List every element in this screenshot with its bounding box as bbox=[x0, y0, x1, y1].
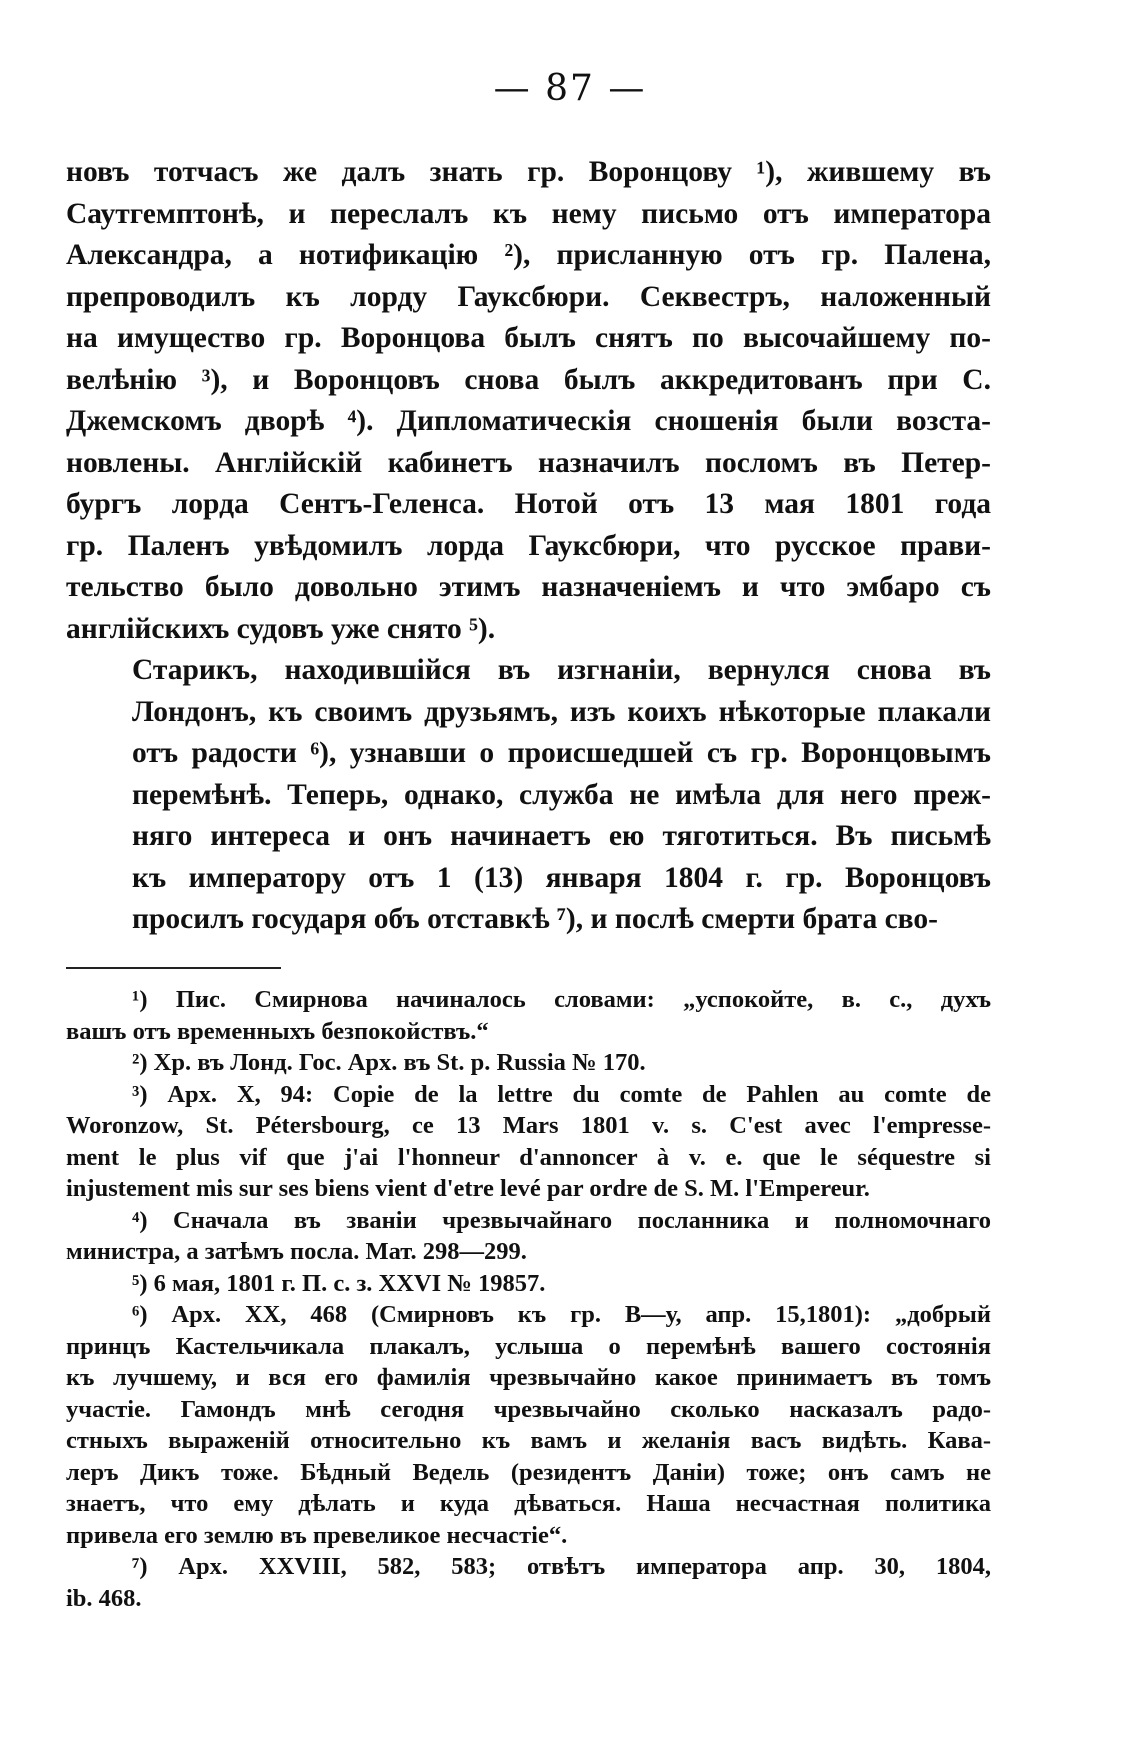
paragraph1-line: новъ тотчасъ же далъ знать гр. Воронцову ¹), жившему въ bbox=[66, 156, 991, 188]
main-text bbox=[66, 152, 991, 941]
footnote-line: ³) Арх. X, 94: Copie de la lettre du comte de Pahlen au comte de bbox=[132, 1080, 991, 1108]
footnote-line: знаетъ, что ему дѣлать и куда дѣваться. Наша несчастная политика bbox=[66, 1490, 991, 1517]
paragraph2-line: перемѣнѣ. Теперь, однако, служба не имѣла для него преж- bbox=[132, 778, 991, 811]
footnote bbox=[66, 1079, 991, 1205]
paragraph2-line: просилъ государя объ отставкѣ ⁷), и послѣ смерти брата сво- bbox=[132, 903, 938, 935]
footnote-line: ment le plus vif que j'ai l'honneur d'annoncer à v. e. que le séquestre si bbox=[66, 1143, 991, 1171]
footnote-line: ⁵) 6 мая, 1801 г. П. с. з. XXVI № 19857. bbox=[132, 1269, 546, 1297]
paragraph2-line: отъ радости ⁶), узнавши о происшедшей съ гр. Воронцовымъ bbox=[132, 737, 991, 769]
footnote bbox=[66, 1047, 991, 1079]
footnote bbox=[66, 1268, 991, 1300]
paragraph1-line: препроводилъ къ лорду Гауксбюри. Секвестръ, наложенный bbox=[66, 280, 991, 313]
paragraph1-line: гр. Паленъ увѣдомилъ лорда Гауксбюри, что русское прави- bbox=[66, 529, 991, 562]
footnote bbox=[66, 1551, 991, 1614]
footnote bbox=[66, 1299, 991, 1551]
footnote-line: ⁶) Арх. XX, 468 (Смирновъ къ гр. В—у, апр. 15,1801): „добрый bbox=[132, 1301, 991, 1328]
paragraph1-line: Саутгемптонѣ, и переслалъ къ нему письмо отъ императора bbox=[66, 197, 991, 230]
footnote-line: ⁷) Арх. XXVIII, 582, 583; отвѣтъ императора апр. 30, 1804, bbox=[132, 1553, 991, 1580]
paragraph2-line: Лондонъ, къ своимъ друзьямъ, изъ коихъ нѣкоторые плакали bbox=[132, 695, 991, 728]
footnote bbox=[66, 984, 991, 1047]
footnote-line: ¹) Пис. Смирнова начиналось словами: „успокойте, в. с., духъ bbox=[132, 986, 991, 1013]
footnote-line: леръ Дикъ тоже. Бѣдный Ведель (резидентъ Даніи) тоже; онъ самъ не bbox=[66, 1458, 991, 1486]
footnote-line: стныхъ выраженій относительно къ вамъ и желанія васъ видѣть. Кава- bbox=[66, 1427, 991, 1454]
footnote bbox=[66, 1205, 991, 1268]
footnote-line: вашъ отъ временныхъ безпокойствъ.“ bbox=[66, 1017, 489, 1045]
paragraph1-line: англійскихъ судовъ уже снято ⁵). bbox=[66, 612, 496, 645]
paragraph1-line: на имущество гр. Воронцова былъ снятъ по высочайшему по- bbox=[66, 322, 991, 354]
footnote-line: injustement mis sur ses biens vient d'etre levé par ordre de S. M. l'Empereur. bbox=[66, 1175, 870, 1202]
paragraph1-line: тельство было довольно этимъ назначеніемъ и что эмбарo съ bbox=[66, 571, 991, 603]
paragraph2-line: Старикъ, находившійся въ изгнаніи, вернулся снова въ bbox=[132, 654, 991, 686]
paragraph1-line: бургъ лорда Сентъ-Геленса. Нотой отъ 13 мая 1801 года bbox=[66, 488, 991, 520]
footnote-line: ²) Хр. въ Лонд. Гос. Арх. въ St. p. Russia № 170. bbox=[132, 1049, 646, 1076]
paragraph1-line: Джемскомъ дворѣ ⁴). Дипломатическія сношенія были возста- bbox=[66, 405, 991, 437]
paragraph-2 bbox=[66, 650, 991, 941]
paragraph1-line: новлены. Англійскій кабинетъ назначилъ посломъ въ Петер- bbox=[66, 446, 991, 479]
footnote-line: Woronzow, St. Pétersbourg, ce 13 Mars 1801 v. s. C'est avec l'empresse- bbox=[66, 1112, 991, 1139]
paragraph2-line: няго интереса и онъ начинаетъ ею тяготиться. Въ письмѣ bbox=[132, 820, 991, 852]
paragraph1-line: велѣнію ³), и Воронцовъ снова былъ аккредитованъ при С. bbox=[66, 363, 991, 396]
footnote-rule bbox=[66, 967, 281, 969]
footnote-line: привела его землю въ превеликое несчастіе“. bbox=[66, 1521, 568, 1549]
paragraph2-line: къ императору отъ 1 (13) января 1804 г. гр. Воронцовъ bbox=[132, 861, 991, 894]
footnote-line: министра, а затѣмъ посла. Мат. 298—299. bbox=[66, 1238, 527, 1265]
footnote-line: участіе. Гамондъ мнѣ сегодня чрезвычайно сколько насказалъ радо- bbox=[66, 1395, 991, 1423]
footnote-line: принцъ Кастельчикала плакалъ, услыша о перемѣнѣ вашего состоянія bbox=[66, 1332, 991, 1360]
footnote-line: ib. 468. bbox=[66, 1584, 142, 1612]
footnote-line: къ лучшему, и вся его фамилія чрезвычайно какое принимаетъ въ томъ bbox=[66, 1364, 991, 1391]
paragraph-1 bbox=[66, 152, 991, 650]
page-number: — 87 — bbox=[493, 68, 647, 109]
footnotes bbox=[66, 984, 991, 1614]
paragraph1-line: Александра, а нотификацію ²), присланную отъ гр. Палена, bbox=[66, 239, 991, 271]
footnote-line: ⁴) Сначала въ званіи чрезвычайнаго посланника и полномочнаго bbox=[132, 1206, 991, 1234]
